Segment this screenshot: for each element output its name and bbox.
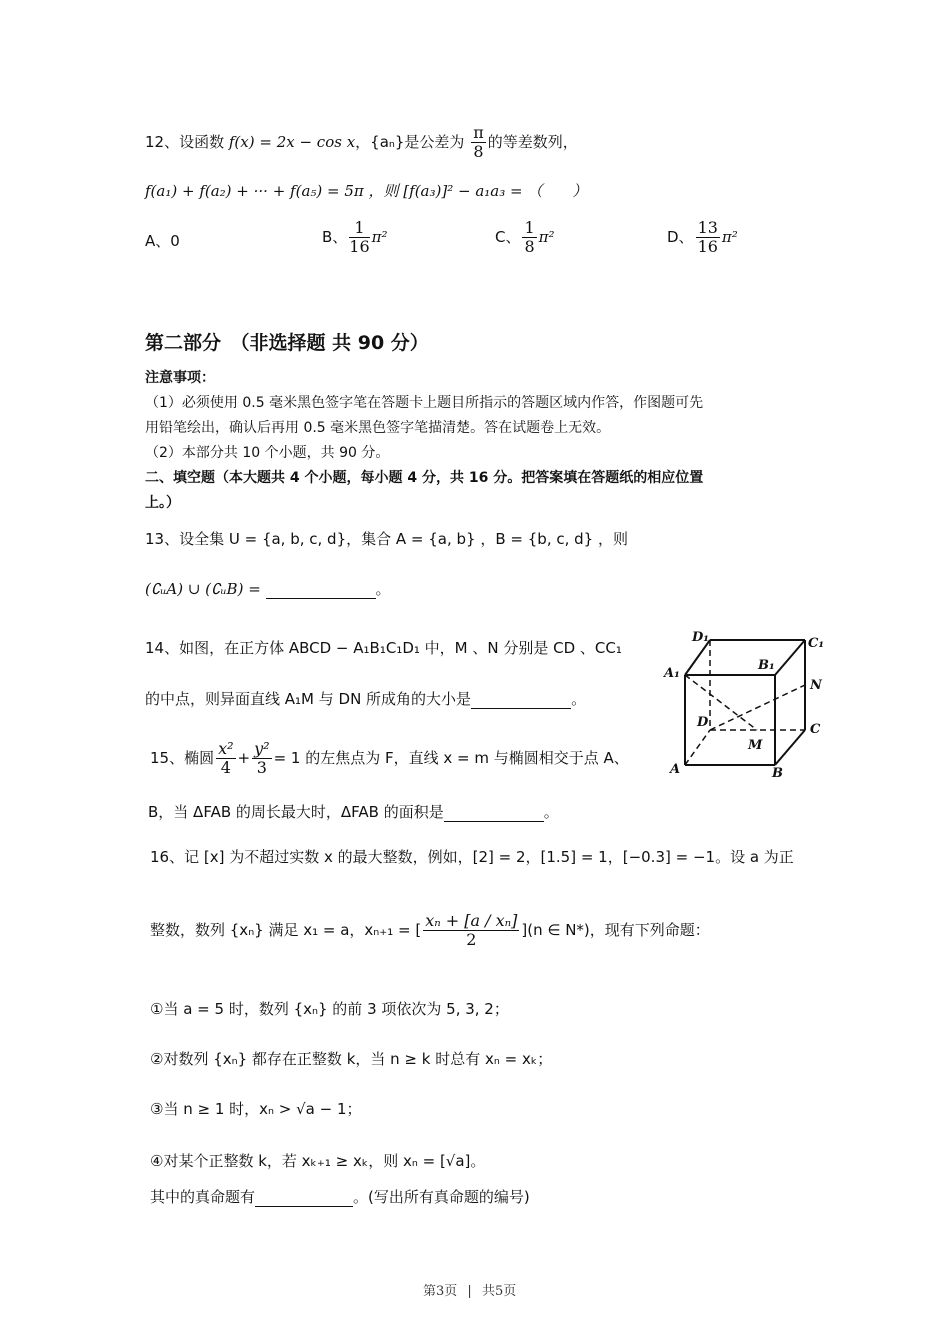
label-C: C — [810, 722, 821, 737]
q16-item-2: ②对数列 {xₙ} 都存在正整数 k，当 n ≥ k 时总有 xₙ = xₖ； — [150, 1050, 553, 1068]
q13-line2: (∁ᵤA) ∪ (∁ᵤB) = 。 — [145, 580, 391, 598]
q16-item-3: ③当 n ≥ 1 时，xₙ > √a − 1； — [150, 1100, 362, 1118]
q15-line2: B，当 ΔFAB 的周长最大时，ΔFAB 的面积是 。 — [148, 803, 559, 821]
q12-seq-text: ，{aₙ}是公差为 — [355, 133, 465, 151]
label-C1: C₁ — [808, 636, 825, 651]
footer-total: 共5页 — [481, 1284, 517, 1299]
cube-figure — [660, 625, 830, 785]
label-D1: D₁ — [692, 630, 709, 645]
q14-line1: 14、如图，在正方体 ABCD − A₁B₁C₁D₁ 中，M 、N 分别是 CD 、CC₁ — [145, 639, 622, 657]
section-fill-in-heading-cont: 上。） — [145, 495, 180, 511]
notes-heading: 注意事项： — [145, 370, 215, 386]
q15-line1: 15、椭圆 $\frac{\text{x²}}{4}$ + $\frac{\text{y²}}{3}$ = 1 的左焦点为 F，直线 x = m 与椭圆相交于点 A、 — [150, 739, 629, 777]
q16-item-4: ④对某个正整数 k，若 xₖ₊₁ ≥ xₖ，则 xₙ = [√a]。 — [150, 1152, 486, 1170]
q16-line1: 16、记 [x] 为不超过实数 x 的最大整数，例如，[2] = 2，[1.5] = 1，[−0.3] = −1。设 a 为正 — [150, 848, 794, 866]
q12-option-c: C、 $\frac{1}{8}$ π² — [495, 218, 555, 256]
part2-title: 第二部分 （非选择题 共 90 分） — [145, 332, 429, 354]
q12-option-a: A、0 — [145, 232, 180, 250]
label-N: N — [810, 678, 822, 693]
footer-page: 第3页 — [423, 1284, 458, 1299]
page-footer — [423, 1280, 516, 1299]
label-D: D — [697, 715, 709, 730]
label-A1: A₁ — [664, 666, 680, 681]
q13-answer-blank — [266, 580, 376, 599]
q16-item-1: ①当 a = 5 时，数列 {xₙ} 的前 3 项依次为 5, 3, 2； — [150, 1000, 509, 1018]
label-B: B — [772, 766, 783, 781]
q14-line2: 的中点，则异面直线 A₁M 与 DN 所成角的大小是 。 — [145, 690, 587, 708]
label-B1: B₁ — [758, 658, 775, 673]
q12-suffix: 的等差数列， — [487, 133, 578, 151]
label-M: M — [748, 738, 763, 753]
q15-answer-blank — [444, 803, 544, 822]
q12-line2: f(a₁) + f(a₂) + ··· + f(a₅) = 5π ，则 [f(a₃)]² − a₁a₃ = （ ） — [145, 182, 588, 200]
q13-line1: 13、设全集 U = {a, b, c, d}，集合 A = {a, b} ，B = {b, c, d} ，则 — [145, 530, 628, 548]
q14-answer-blank — [471, 690, 571, 709]
q12-line1 — [145, 124, 578, 161]
section-fill-in-heading: 二、填空题（本大题共 4 个小题，每小题 4 分，共 16 分。把答案填在答题纸的相应位置 — [145, 470, 704, 486]
q16-line2: 整数，数列 {xₙ} 满足 x₁ = a，xₙ₊₁ = [ $\frac{\text{xₙ + [a / xₙ]}}{2}$ ](n ∈ N*)，现有下列命题： — [150, 911, 710, 949]
q16-tail: 其中的真命题有 。(写出所有真命题的编号) — [150, 1188, 530, 1206]
q12-function: f(x) = 2x − cos x — [228, 133, 356, 151]
label-A: A — [670, 762, 681, 777]
note-1a: （1）必须使用 0.5 毫米黑色签字笔在答题卡上题目所指示的答题区域内作答，作图题可先 — [145, 395, 704, 411]
q12-pi-over-8: $\frac{\pi}{8}$ — [473, 123, 484, 161]
q12-option-b: B、 $\frac{1}{16}$ π² — [322, 218, 388, 256]
footer-separator: | — [467, 1284, 472, 1299]
note-2: （2）本部分共 10 个小题，共 90 分。 — [145, 445, 390, 461]
q12-option-d: D、 $\frac{13}{16}$ π² — [667, 218, 738, 256]
q16-answer-blank — [255, 1188, 353, 1207]
note-1b: 用铅笔绘出，确认后再用 0.5 毫米黑色签字笔描清楚。答在试题卷上无效。 — [145, 420, 611, 436]
q12-prefix: 12、设函数 — [145, 133, 225, 151]
